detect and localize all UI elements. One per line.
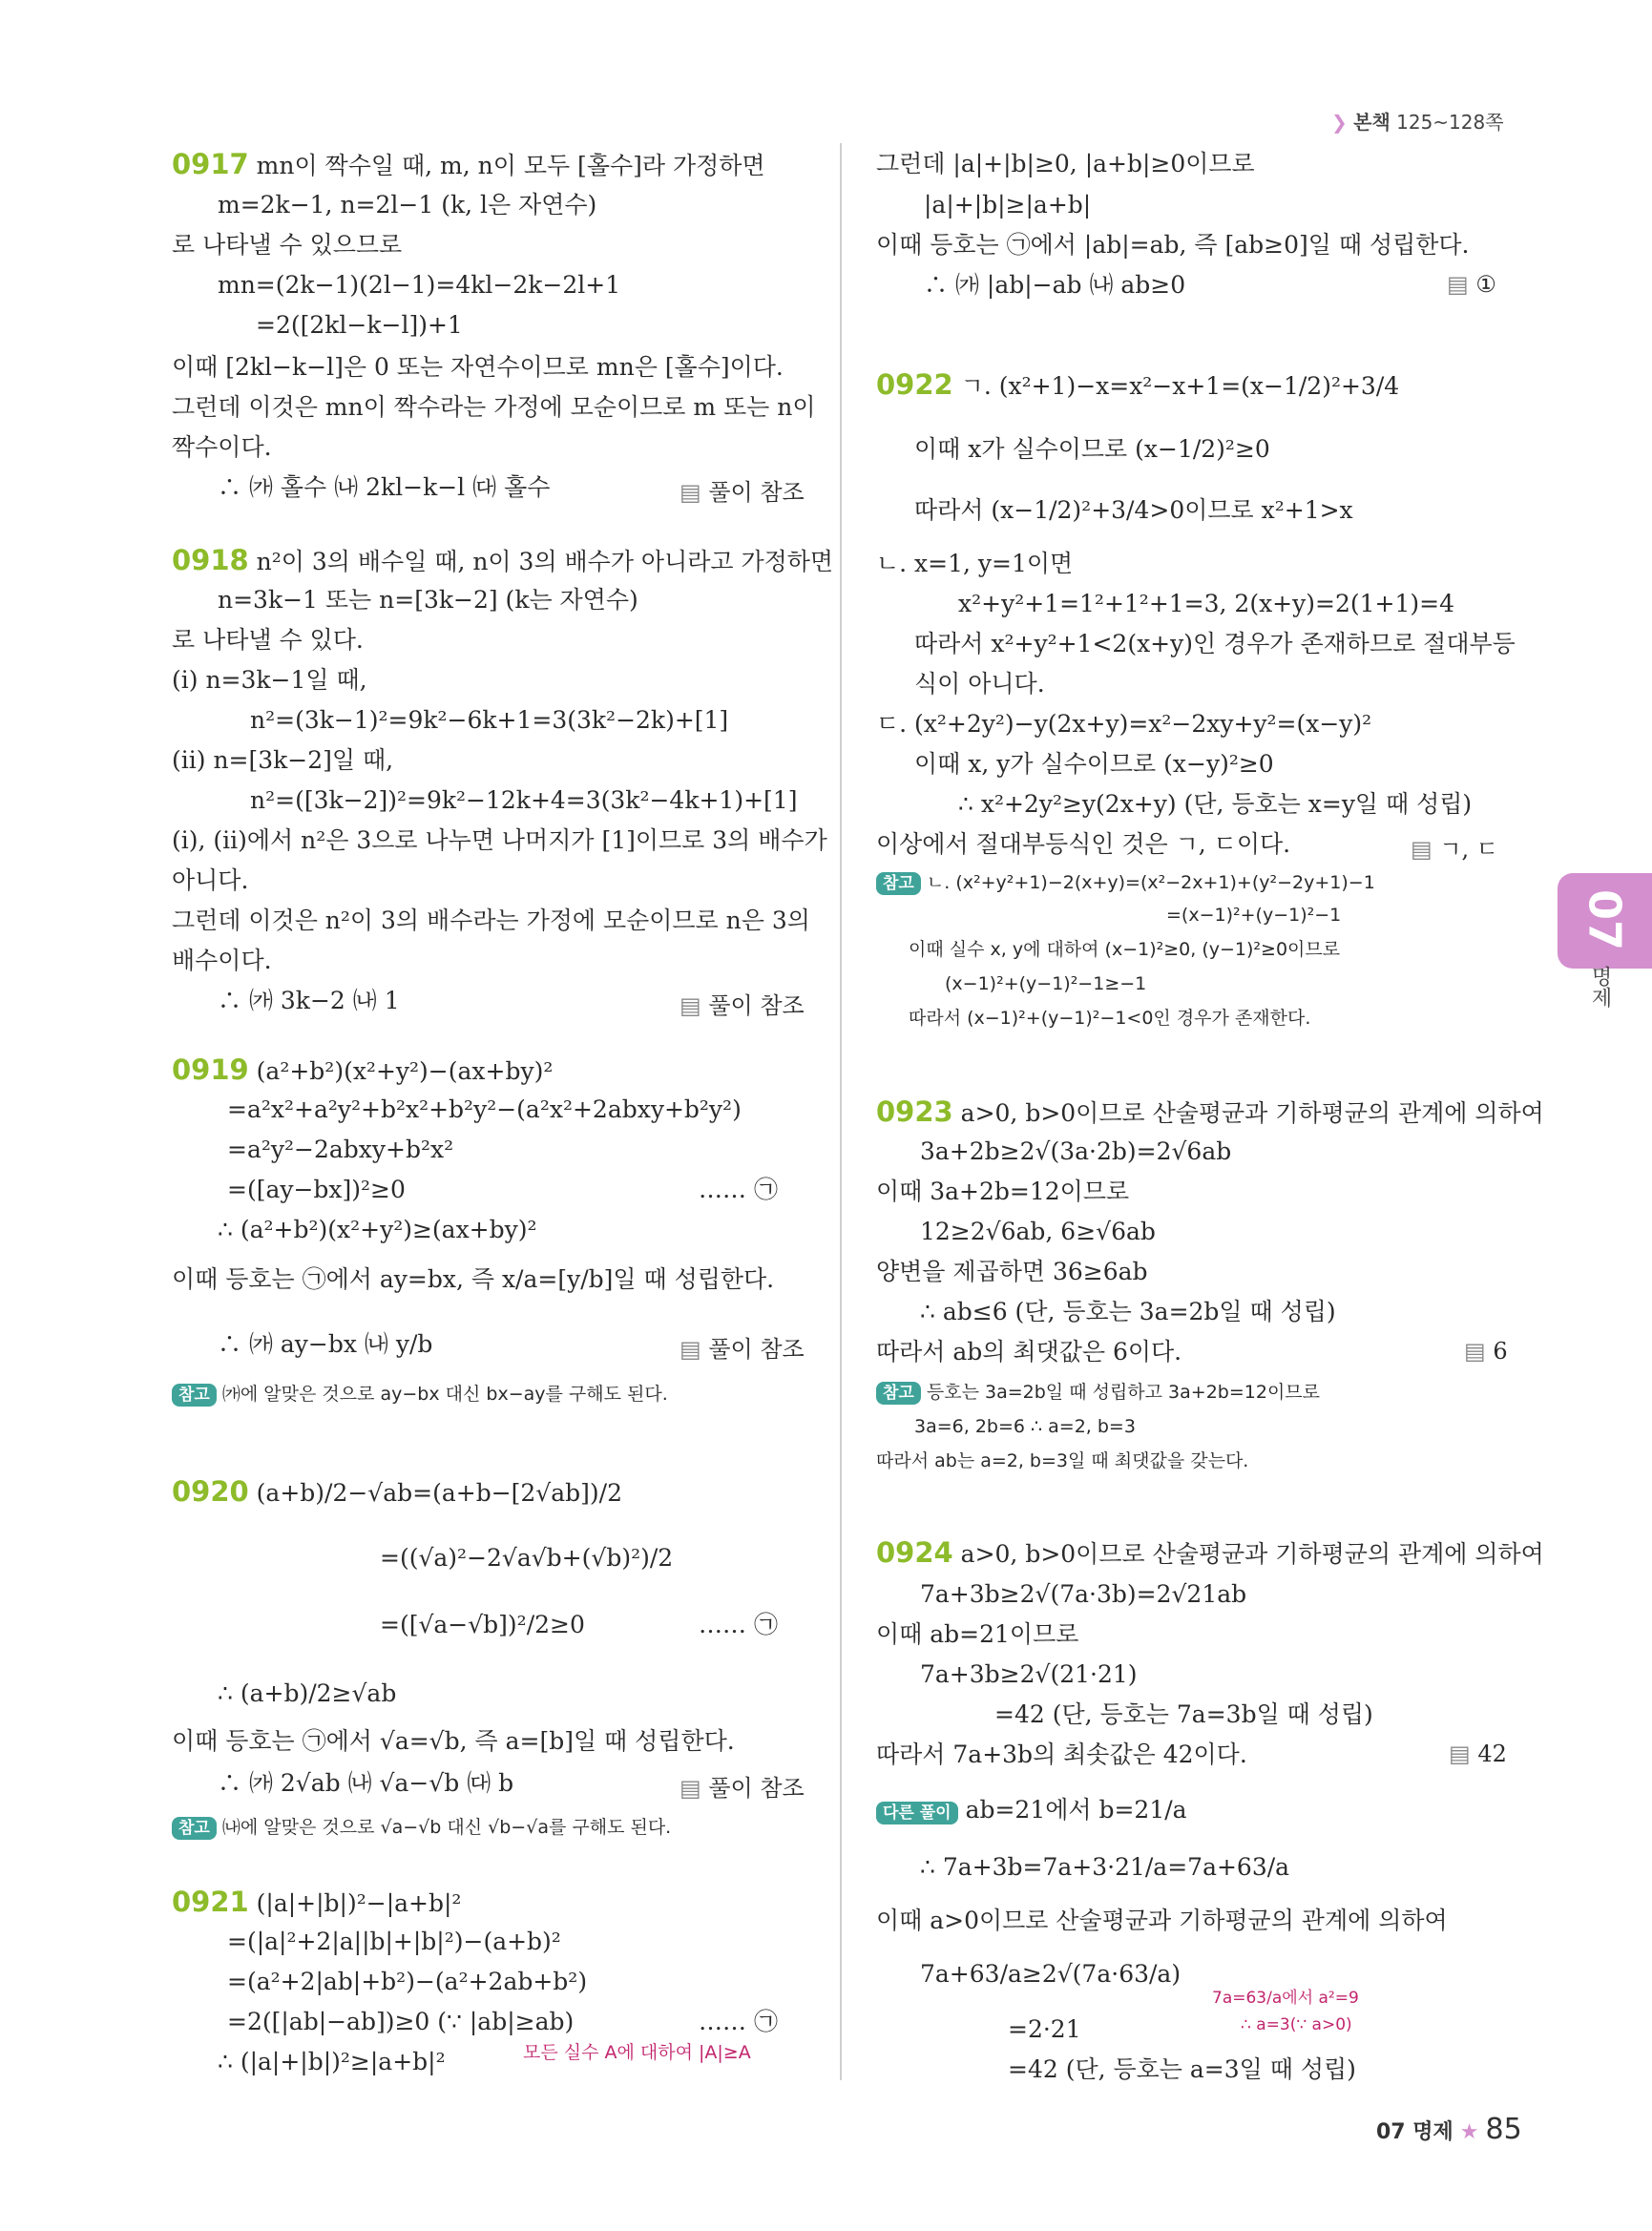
solution-line: a>0, b>0이므로 산술평균과 기하평균의 관계에 의하여 <box>960 1540 1544 1568</box>
solution-line: 식이 아니다. <box>914 670 1045 698</box>
solution-line: 따라서 (x−1/2)²+3/4>0이므로 x²+1>x <box>914 496 1353 524</box>
answer: 풀이 참조 <box>708 1775 805 1802</box>
footer-chapter: 07 명제 <box>1376 2120 1453 2144</box>
solution-line: 이때 a>0이므로 산술평균과 기하평균의 관계에 의하여 <box>876 1907 1448 1934</box>
solution-line: 그런데 이것은 n²이 3의 배수라는 가정에 모순이므로 n은 3의 <box>172 907 810 934</box>
problem-number: 0924 <box>876 1536 953 1569</box>
header-arrow-icon: ❯ <box>1331 111 1348 134</box>
solution-line: m=2k−1, n=2l−1 (k, l은 자연수) <box>218 191 597 219</box>
equation-marker: …… ㉠ <box>699 1176 778 1203</box>
note-line: 3a=6, 2b=6 ∴ a=2, b=3 <box>914 1416 1136 1437</box>
solution-line: n=3k−1 또는 n=[3k−2] (k는 자연수) <box>218 586 638 614</box>
solution-line: ∴ (a+b)/2≥√ab <box>218 1679 397 1707</box>
solution-line: (i) n=3k−1일 때, <box>172 666 367 694</box>
solution-line: ㄴ. x=1, y=1이면 <box>876 550 1074 577</box>
solution-line: =(|a|²+2|a||b|+|b|²)−(a+b)² <box>227 1928 561 1955</box>
note-line: 이때 실수 x, y에 대하여 (x−1)²≥0, (y−1)²≥0이므로 <box>909 939 1341 960</box>
solution-line: (ii) n=[3k−2]일 때, <box>172 746 394 774</box>
solution-line: n²=([3k−2])²=9k²−12k+4=3(3k²−4k+1)+[1] <box>250 786 798 814</box>
problem-number: 0917 <box>172 148 249 180</box>
answer: 풀이 참조 <box>708 479 805 506</box>
page-number: 85 <box>1485 2113 1522 2146</box>
column-divider <box>840 143 842 2080</box>
solution-line: 따라서 x²+y²+1<2(x+y)인 경우가 존재하므로 절대부등 <box>914 630 1516 657</box>
solution-line: =2([2kl−k−l])+1 <box>256 311 463 339</box>
solution-line: 7a+3b≥2√(21·21) <box>920 1660 1138 1688</box>
problem-number: 0919 <box>172 1053 249 1086</box>
solution-line: 로 나타낼 수 있으므로 <box>172 231 403 259</box>
solution-line: (a+b)/2−√ab=(a+b−[2√ab])/2 <box>256 1479 622 1507</box>
equation-marker: …… ㉠ <box>699 2008 778 2035</box>
problem-number: 0918 <box>172 544 249 576</box>
solution-line: ∴ ㈎ 3k−2 ㈏ 1 <box>218 987 400 1014</box>
solution-line: =2·21 <box>1008 2015 1081 2043</box>
solution-line: 배수이다. <box>172 947 272 974</box>
solution-line: =42 (단, 등호는 a=3일 때 성립) <box>1008 2055 1356 2083</box>
answer: 42 <box>1477 1741 1507 1767</box>
note-line: =(x−1)²+(y−1)²−1 <box>1166 905 1342 926</box>
solution-line: ∴ x²+2y²≥y(2x+y) (단, 등호는 x=y일 때 성립) <box>958 790 1473 818</box>
alt-solution-tag: 다른 풀이 <box>876 1802 958 1824</box>
solution-line: ㄷ. (x²+2y²)−y(2x+y)=x²−2xy+y²=(x−y)² <box>876 710 1372 738</box>
solution-line: 이때 x가 실수이므로 (x−1/2)²≥0 <box>914 435 1270 463</box>
note-line: 등호는 3a=2b일 때 성립하고 3a+2b=12이므로 <box>926 1382 1321 1403</box>
solution-line: ㄱ. (x²+1)−x=x²−x+1=(x−1/2)²+3/4 <box>960 372 1400 400</box>
solution-line: 12≥2√6ab, 6≥√6ab <box>920 1218 1156 1245</box>
solution-line: 3a+2b≥2√(3a·2b)=2√6ab <box>920 1137 1232 1165</box>
solution-line: ∴ ㈎ 홀수 ㈏ 2kl−k−l ㈐ 홀수 <box>218 473 551 501</box>
solution-line: 그런데 |a|+|b|≥0, |a+b|≥0이므로 <box>876 150 1255 177</box>
answer-icon: ▤ <box>680 1775 701 1802</box>
solution-line: =a²x²+a²y²+b²x²+b²y²−(a²x²+2abxy+b²y²) <box>227 1095 742 1123</box>
answer-icon: ▤ <box>680 479 701 506</box>
header-pages: 125~128쪽 <box>1396 111 1504 134</box>
solution-line: n²이 3의 배수일 때, n이 3의 배수가 아니라고 가정하면 <box>256 548 834 575</box>
solution-line: mn=(2k−1)(2l−1)=4kl−2k−2l+1 <box>218 271 621 299</box>
solution-line: ∴ 7a+3b=7a+3·21/a=7a+63/a <box>920 1853 1290 1881</box>
solution-line: 아니다. <box>172 866 249 894</box>
note-text: ㈎에 알맞은 것으로 ay−bx 대신 bx−ay를 구해도 된다. <box>221 1384 668 1405</box>
solution-line: ∴ ㈎ 2√ab ㈏ √a−√b ㈐ b <box>218 1769 514 1797</box>
solution-line: =((√a)²−2√a√b+(√b)²)/2 <box>380 1544 674 1572</box>
note-tag: 참고 <box>172 1817 217 1840</box>
solution-line: (a²+b²)(x²+y²)−(ax+by)² <box>256 1057 554 1085</box>
solution-line: =2([|ab|−ab])≥0 (∵ |ab|≥ab) <box>227 2008 575 2035</box>
star-icon: ★ <box>1459 2120 1479 2144</box>
solution-line: =([√a−√b])²/2≥0 <box>380 1611 585 1638</box>
solution-line: ∴ (|a|+|b|)²≥|a+b|² <box>218 2048 446 2075</box>
page-header <box>1331 107 1504 135</box>
solution-line: =a²y²−2abxy+b²x² <box>227 1136 454 1163</box>
solution-line: |a|+|b|≥|a+b| <box>924 191 1092 219</box>
solution-line: 따라서 7a+3b의 최솟값은 42이다. <box>876 1741 1247 1768</box>
solution-line: 이때 [2kl−k−l]은 0 또는 자연수이므로 mn은 [홀수]이다. <box>172 353 784 381</box>
note-line: 따라서 (x−1)²+(y−1)²−1<0인 경우가 존재한다. <box>909 1008 1311 1029</box>
solution-line: 로 나타낼 수 있다. <box>172 626 364 654</box>
solution-line: (|a|+|b|)²−|a+b|² <box>256 1889 462 1917</box>
solution-line: (i), (ii)에서 n²은 3으로 나누면 나머지가 [1]이므로 3의 배수가 <box>172 826 827 854</box>
solution-line: 그런데 이것은 mn이 짝수라는 가정에 모순이므로 m 또는 n이 <box>172 393 816 421</box>
solution-line: 7a+3b≥2√(7a·3b)=2√21ab <box>920 1580 1247 1608</box>
solution-line: 이때 등호는 ㉠에서 √a=√b, 즉 a=[b]일 때 성립한다. <box>172 1727 735 1755</box>
side-note-line: ∴ a=3(∵ a>0) <box>1241 2015 1352 2034</box>
answer-icon: ▤ <box>680 1336 701 1363</box>
solution-line: 이때 등호는 ㉠에서 |ab|=ab, 즉 [ab≥0]일 때 성립한다. <box>876 231 1470 259</box>
problem-number: 0922 <box>876 368 953 401</box>
side-note: 모든 실수 A에 대하여 |A|≥A <box>523 2042 751 2063</box>
solution-line: 양변을 제곱하면 36≥6ab <box>876 1258 1148 1285</box>
problem-number: 0923 <box>876 1095 953 1128</box>
side-note-line: 7a=63/a에서 a²=9 <box>1212 1989 1359 2008</box>
chapter-tab-number: 07 <box>1579 888 1631 950</box>
solution-line: ∴ (a²+b²)(x²+y²)≥(ax+by)² <box>218 1216 537 1243</box>
note-line: 따라서 ab는 a=2, b=3일 때 최댓값을 갖는다. <box>876 1450 1249 1471</box>
solution-line: 이때 ab=21이므로 <box>876 1620 1079 1648</box>
chapter-tab-label: 명제 <box>1588 966 1612 1008</box>
solution-line: a>0, b>0이므로 산술평균과 기하평균의 관계에 의하여 <box>960 1099 1544 1127</box>
solution-line: 이때 등호는 ㉠에서 ay=bx, 즉 x/a=[y/b]일 때 성립한다. <box>172 1265 775 1293</box>
answer-icon: ▤ <box>1449 1741 1471 1767</box>
note-tag: 참고 <box>876 872 921 895</box>
note-line: (x−1)²+(y−1)²−1≥−1 <box>945 973 1147 994</box>
solution-line: 따라서 ab의 최댓값은 6이다. <box>876 1338 1182 1366</box>
solution-line: 이때 3a+2b=12이므로 <box>876 1178 1130 1205</box>
answer: 풀이 참조 <box>708 992 805 1019</box>
note-line: ㄴ. (x²+y²+1)−2(x+y)=(x²−2x+1)+(y²−2y+1)−1 <box>926 872 1375 893</box>
solution-line: ∴ ㈎ ay−bx ㈏ y/b <box>218 1330 433 1358</box>
problem-number: 0920 <box>172 1475 249 1508</box>
solution-line: n²=(3k−1)²=9k²−6k+1=3(3k²−2k)+[1] <box>250 706 729 734</box>
note-tag: 참고 <box>172 1384 217 1407</box>
answer-icon: ▤ <box>1464 1338 1486 1365</box>
answer: 풀이 참조 <box>708 1336 805 1363</box>
note-tag: 참고 <box>876 1382 921 1405</box>
answer: ① <box>1475 271 1496 298</box>
answer: 6 <box>1493 1338 1508 1365</box>
solution-line: 이때 x, y가 실수이므로 (x−y)²≥0 <box>914 750 1274 778</box>
chapter-tab <box>1558 873 1652 969</box>
solution-line: ∴ ab≤6 (단, 등호는 3a=2b일 때 성립) <box>920 1298 1336 1325</box>
solution-line: 7a+63/a≥2√(7a·63/a) <box>920 1960 1181 1988</box>
solution-line: =42 (단, 등호는 7a=3b일 때 성립) <box>994 1700 1373 1728</box>
solution-line: =([ay−bx])²≥0 <box>227 1176 406 1203</box>
solution-line: x²+y²+1=1²+1²+1=3, 2(x+y)=2(1+1)=4 <box>958 590 1454 617</box>
solution-line: 이상에서 절대부등식인 것은 ㄱ, ㄷ이다. <box>876 830 1291 858</box>
answer: ㄱ, ㄷ <box>1439 836 1498 863</box>
solution-line: ∴ ㈎ |ab|−ab ㈏ ab≥0 <box>924 271 1186 299</box>
note-text: ㈏에 알맞은 것으로 √a−√b 대신 √b−√a를 구해도 된다. <box>221 1817 672 1838</box>
answer-icon: ▤ <box>1447 271 1469 298</box>
page-footer <box>1376 2113 1522 2146</box>
problem-number: 0921 <box>172 1886 249 1918</box>
answer-icon: ▤ <box>1411 836 1432 863</box>
solution-line: 짝수이다. <box>172 433 272 461</box>
header-label: 본책 <box>1353 111 1391 134</box>
equation-marker: …… ㉠ <box>699 1611 778 1638</box>
answer-icon: ▤ <box>680 992 701 1019</box>
solution-line: mn이 짝수일 때, m, n이 모두 [홀수]라 가정하면 <box>256 152 765 179</box>
solution-line: =(a²+2|ab|+b²)−(a²+2ab+b²) <box>227 1968 588 1995</box>
solution-line: ab=21에서 b=21/a <box>965 1796 1187 1824</box>
